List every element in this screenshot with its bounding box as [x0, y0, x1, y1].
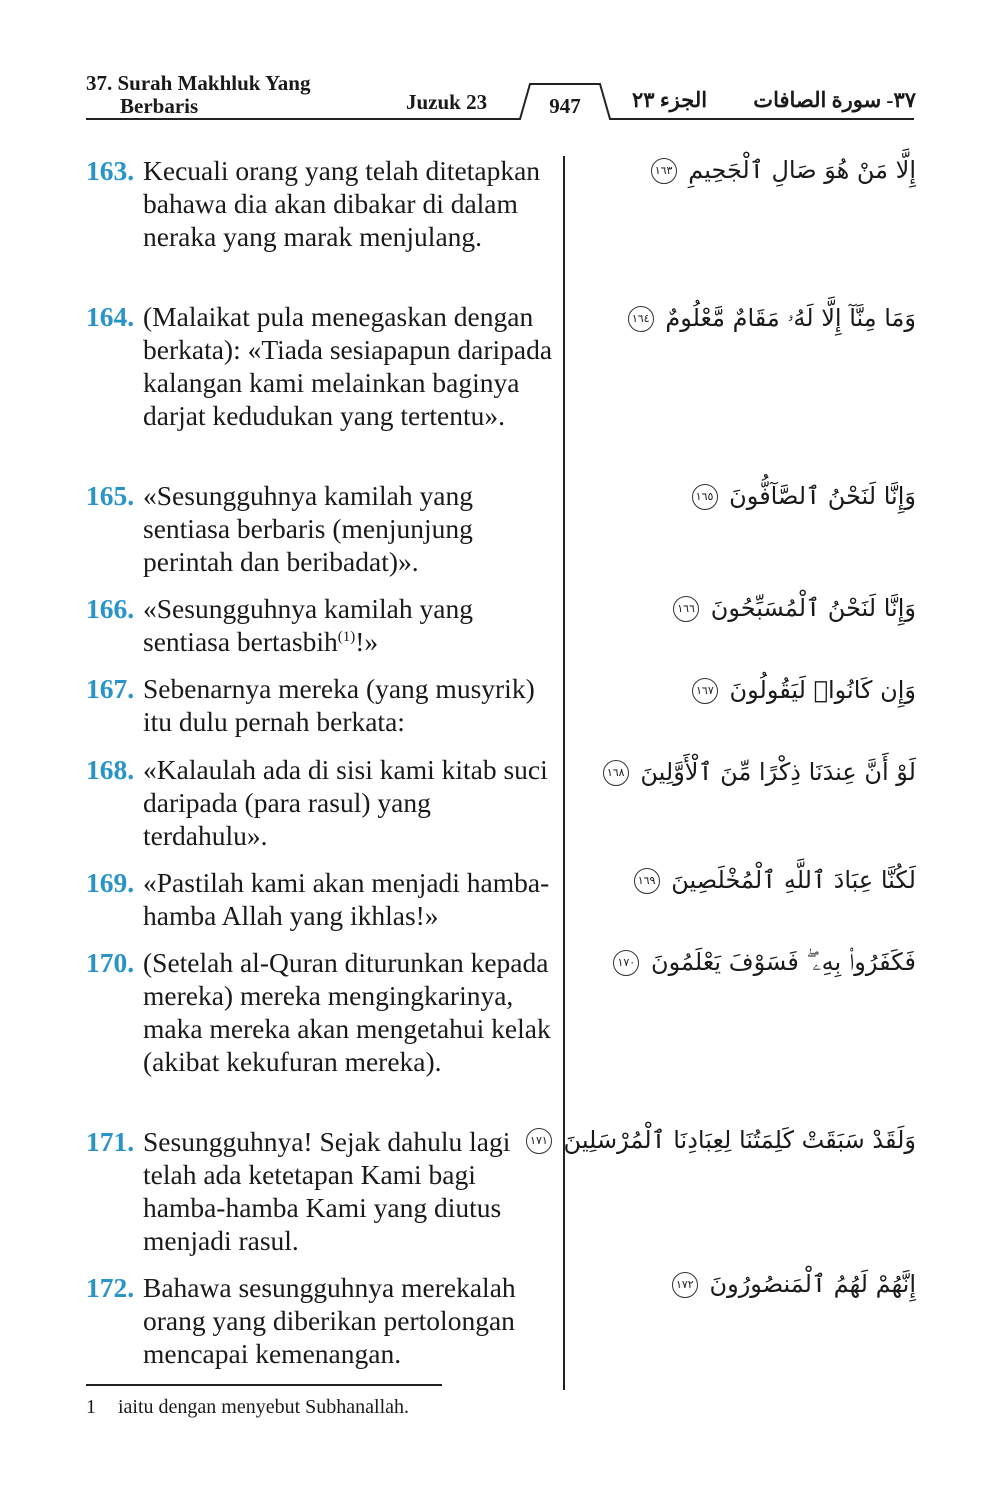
verse-number: 163. — [86, 155, 135, 186]
verse-arabic — [536, 476, 916, 516]
verse-text: Sebenarnya mereka (yang musyrik) itu dulu pernah berkata: — [143, 673, 535, 737]
verse-text-end: !» — [355, 626, 379, 657]
ayah-marker-icon: ١٧١ — [526, 1128, 552, 1154]
surah-title-line1: 37. Surah Makhluk Yang — [86, 71, 311, 95]
arabic-text: إِلَّا مَنْ هُوَ صَالِ ٱلْجَحِيمِ — [688, 156, 916, 184]
verse-text: (Setelah al-Quran diturunkan kepada mereka) mereka mengingkarinya, maka mereka akan mengetahui kelak (akibat kekufuran mereka). — [143, 947, 551, 1077]
verse-number: 172. — [86, 1272, 135, 1303]
footnote-ref[interactable]: (1) — [337, 628, 356, 645]
footnote-divider — [86, 1384, 442, 1386]
arabic-text: لَوْ أَنَّ عِندَنَا ذِكْرًا مِّنَ ٱلْأَوَّلِينَ — [640, 758, 916, 786]
verse-arabic — [530, 1120, 916, 1160]
arabic-text: لَكُنَّا عِبَادَ ٱللَّهِ ٱلْمُخْلَصِينَ — [671, 866, 916, 894]
arabic-text: وَإِن كَانُوا۟ لَيَقُولُونَ — [729, 676, 916, 704]
verse-text — [86, 592, 556, 658]
arabic-text: وَمَا مِنَّآ إِلَّا لَهُۥ مَقَامٌ مَّعْلُومٌ — [665, 304, 916, 332]
verse-text-main: «Sesungguhnya kamilah yang sentiasa bertasbih — [143, 593, 473, 657]
verse-text: Sesungguhnya! Sejak dahulu lagi telah ada ketetapan Kami bagi hamba-hamba Kami yang diutus menjadi rasul. — [143, 1126, 511, 1256]
verse-arabic — [536, 588, 916, 628]
verse-arabic — [536, 752, 916, 792]
verse-text: Bahawa sesungguhnya merekalah orang yang diberikan pertolongan mencapai kemenangan. — [143, 1272, 516, 1369]
footnote-text: iaitu dengan menyebut Subhanallah. — [118, 1396, 410, 1418]
verse-number: 170. — [86, 947, 135, 978]
ayah-marker-icon: ١٦٣ — [651, 158, 677, 184]
ayah-marker-icon: ١٦٦ — [673, 596, 699, 622]
verse-arabic — [536, 860, 916, 900]
verse-translation — [86, 154, 556, 253]
verse-translation — [86, 1271, 556, 1370]
verse-arabic — [536, 298, 916, 338]
verse-translation — [86, 1125, 556, 1257]
page-number: 947 — [549, 94, 581, 118]
verse-number: 169. — [86, 867, 135, 898]
verse-translation — [86, 946, 556, 1078]
verse-number: 165. — [86, 480, 135, 511]
juzuk-label: Juzuk 23 — [406, 90, 488, 114]
arabic-surah-title: ٣٧- سورة الصافات — [753, 88, 916, 112]
ayah-marker-icon: ١٦٤ — [628, 306, 654, 332]
footnote-number: 1 — [86, 1396, 96, 1418]
arabic-text: وَلَقَدْ سَبَقَتْ كَلِمَتُنَا لِعِبَادِنَا ٱلْمُرْسَلِينَ — [563, 1126, 916, 1154]
verse-arabic — [536, 942, 916, 982]
arabic-text: وَإِنَّا لَنَحْنُ ٱلْمُسَبِّحُونَ — [710, 594, 916, 622]
verse-text: Kecuali orang yang telah ditetapkan bahawa dia akan dibakar di dalam neraka yang marak menjulang. — [143, 155, 541, 252]
verse-arabic — [536, 1264, 916, 1304]
verse-number: 166. — [86, 593, 135, 624]
verse-number: 164. — [86, 301, 135, 332]
ayah-marker-icon: ١٧٠ — [613, 950, 639, 976]
verse-text: «Sesungguhnya kamilah yang sentiasa berbaris (menjunjung perintah dan beribadat)». — [143, 480, 473, 577]
arabic-text: فَكَفَرُوا۟ بِهِۦ ۖ فَسَوْفَ يَعْلَمُونَ — [650, 948, 916, 976]
verse-text: (Malaikat pula menegaskan dengan berkata): «Tiada sesiapapun daripada kalangan kami melainkan baginya darjat kedudukan yang tertentu». — [143, 301, 553, 431]
verse-translation — [86, 866, 556, 932]
ayah-marker-icon: ١٦٩ — [634, 868, 660, 894]
ayah-marker-icon: ١٦٥ — [692, 484, 718, 510]
surah-title — [86, 72, 310, 118]
ayah-marker-icon: ١٧٢ — [672, 1272, 698, 1298]
arabic-text: وَإِنَّا لَنَحْنُ ٱلصَّآفُّونَ — [729, 482, 916, 510]
verse-translation — [86, 753, 556, 852]
verse-translation — [86, 592, 556, 658]
verse-text: «Kalaulah ada di sisi kami kitab suci daripada (para rasul) yang terdahulu». — [143, 754, 548, 851]
arabic-juz-label: الجزء ٢٣ — [632, 88, 708, 112]
verse-number: 167. — [86, 673, 135, 704]
verse-translation — [86, 672, 556, 738]
verse-translation — [86, 479, 556, 578]
verse-number: 168. — [86, 754, 135, 785]
verse-text: «Pastilah kami akan menjadi hamba-hamba Allah yang ikhlas!» — [143, 867, 550, 931]
verse-translation — [86, 300, 556, 432]
page-header — [0, 0, 1000, 125]
footnote — [86, 1396, 409, 1419]
ayah-marker-icon: ١٦٨ — [603, 760, 629, 786]
arabic-text: إِنَّهُمْ لَهُمُ ٱلْمَنصُورُونَ — [709, 1270, 916, 1298]
verse-arabic — [536, 670, 916, 710]
surah-title-line2: Berbaris — [120, 94, 199, 118]
ayah-marker-icon: ١٦٧ — [692, 678, 718, 704]
verse-arabic — [536, 150, 916, 190]
verse-number: 171. — [86, 1126, 135, 1157]
